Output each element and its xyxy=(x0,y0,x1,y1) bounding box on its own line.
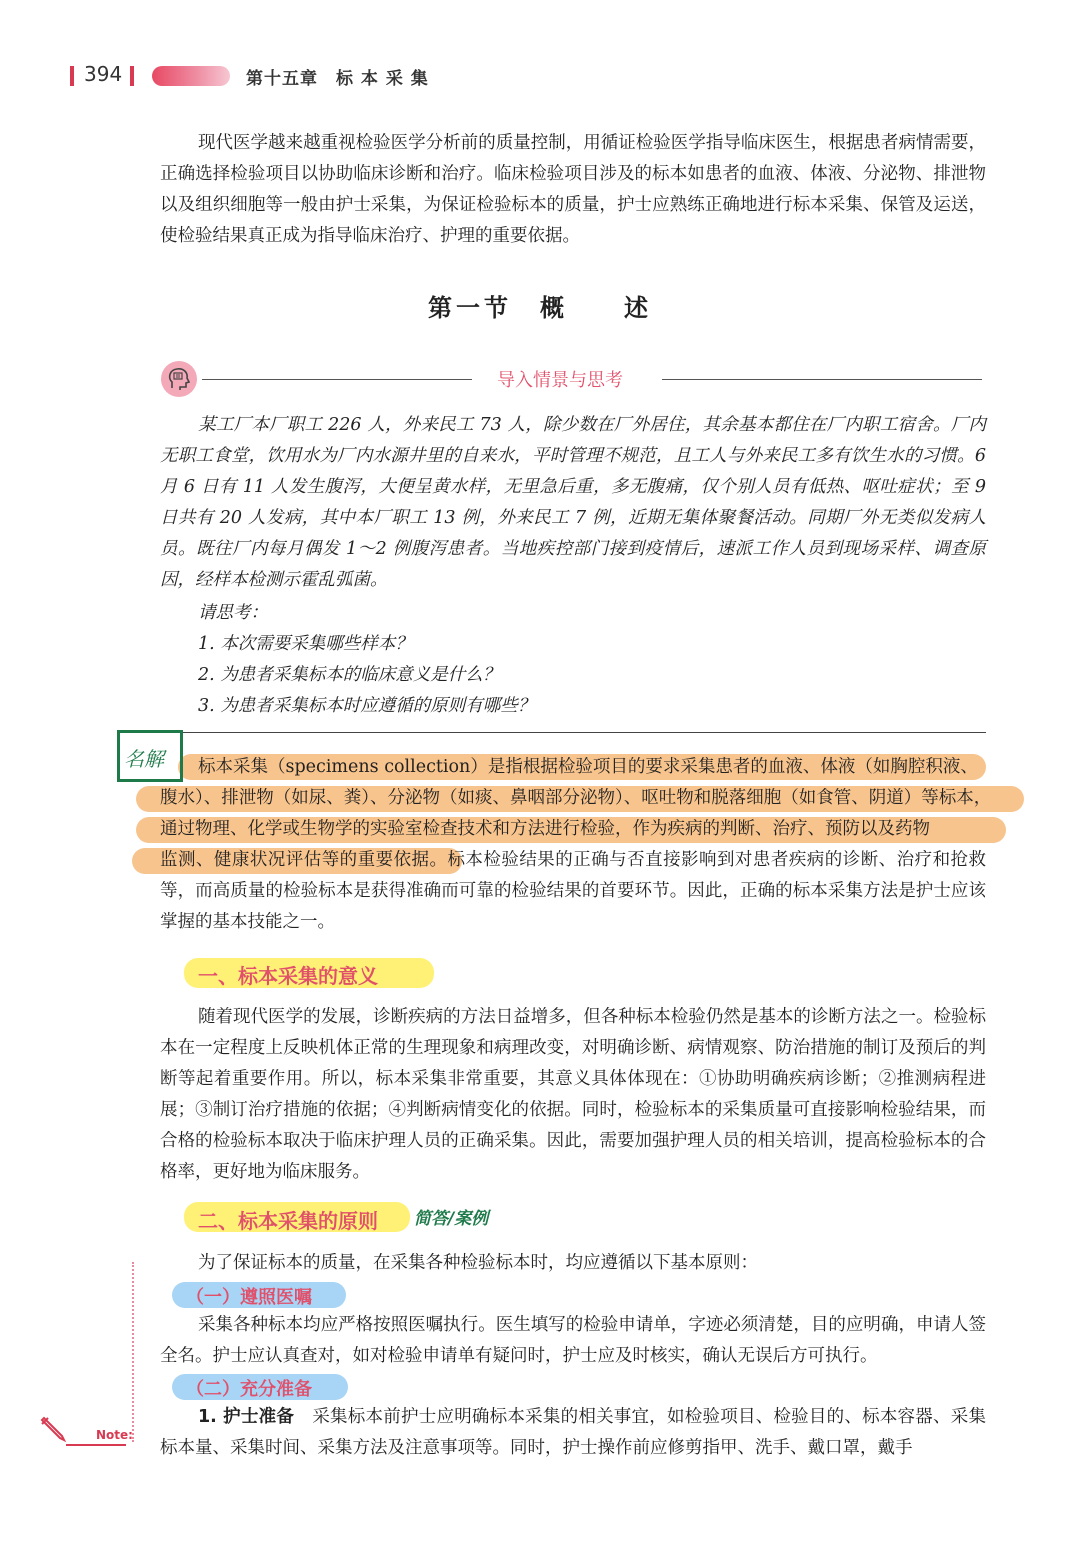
sub1-heading: （一）遵照医嘱 xyxy=(186,1287,312,1308)
question-item: 2. 为患者采集标本的临床意义是什么？ xyxy=(198,665,501,685)
part1-paragraph xyxy=(160,1002,986,1188)
header-pill-decoration xyxy=(152,66,230,86)
definition-line-2: 腹水）、排泄物（如尿、粪）、分泌物（如痰、鼻咽部分泌物）、呕吐物和脱落细胞（如食管、阴道）等标本， xyxy=(160,788,992,808)
sub1-paragraph xyxy=(160,1310,986,1372)
chapter-title: 第十五章 标 本 采 集 xyxy=(246,69,429,89)
handwritten-principle-mark: 简答/案例 xyxy=(414,1209,489,1229)
margin-dotted-rule xyxy=(132,1262,134,1442)
think-label: 请思考： xyxy=(198,603,268,623)
definition-line-3: 通过物理、化学或生物学的实验室检查技术和方法进行检验，作为疾病的判断、治疗、预防以及药物 xyxy=(160,819,930,839)
intro-paragraph xyxy=(160,128,986,252)
header-bar-left xyxy=(70,66,74,86)
scenario-title: 导入情景与思考 xyxy=(497,370,623,391)
definition-rest xyxy=(160,845,986,938)
header-bar-divider xyxy=(130,66,134,86)
section-title: 第一节 概 述 xyxy=(428,294,652,322)
definition-line-4: 监测、健康状况评估等的重要依据。 xyxy=(160,850,448,870)
sub2-paragraph xyxy=(160,1402,986,1464)
definition-rest-text: 标本检验结果的正确与否直接影响到对患者疾病的诊断、治疗和抢救等，而高质量的检验标本是获得准确而可靠的检验结果的首要环节。因此，正确的标本采集方法是护士应该掌握的基本技能之一。 xyxy=(160,850,986,932)
thinking-head-icon xyxy=(160,360,198,398)
scenario-divider-right xyxy=(662,379,982,380)
sub2-item-text: 采集标本前护士应明确标本采集的相关事宜，如检验项目、检验目的、标本容器、采集标本量、采集时间、采集方法及注意事项等。同时，护士操作前应修剪指甲、洗手、戴口罩，戴手 xyxy=(160,1407,986,1458)
question-item: 3. 为患者采集标本时应遵循的原则有哪些？ xyxy=(198,696,536,716)
scenario-divider-left xyxy=(202,379,472,380)
question-item: 1. 本次需要采集哪些样本？ xyxy=(198,634,413,654)
part1-text: 随着现代医学的发展，诊断疾病的方法日益增多，但各种标本检验仍然是基本的诊断方法之一。检验标本在一定程度上反映机体正常的生理现象和病理改变，对明确诊断、病情观察、防治措施的制订及预后的判断等起着重要作用。所以，标本采集非常重要，其意义具体体现在：①协助明确疾病诊断；②推测病程进展；③制订治疗措施的依据；④判断病情变化的依据。同时，检验标本的采集质量可直接影响检验结果，而合格的检验标本取决于临床护理人员的正确采集。因此，需要加强护理人员的相关培训，提高检验标本的合格率，更好地为临床服务。 xyxy=(160,1007,986,1182)
sub1-text: 采集各种标本均应严格按照医嘱执行。医生填写的检验申请单，字迹必须清楚，目的应明确，申请人签全名。护士应认真查对，如对检验申请单有疑问时，护士应及时核实，确认无误后方可执行。 xyxy=(160,1315,986,1366)
pencil-icon xyxy=(38,1414,68,1444)
note-rule xyxy=(66,1444,126,1446)
note-label: Note: xyxy=(96,1428,133,1442)
sub2-item-label: 1. 护士准备 xyxy=(198,1407,295,1427)
handwritten-definition-mark: 名解 xyxy=(117,730,183,782)
intro-text: 现代医学越来越重视检验医学分析前的质量控制，用循证检验医学指导临床医生，根据患者病情需要，正确选择检验项目以协助临床诊断和治疗。临床检验项目涉及的标本如患者的血液、体液、分泌物、排泄物以及组织细胞等一般由护士采集，为保证检验标本的质量，护士应熟练正确地进行标本采集、保管及运送，使检验结果真正成为指导临床治疗、护理的重要依据。 xyxy=(160,133,986,246)
part1-heading: 一、标本采集的意义 xyxy=(198,964,378,988)
page-number: 394 xyxy=(84,62,123,86)
part2-intro: 为了保证标本的质量，在采集各种检验标本时，均应遵循以下基本原则： xyxy=(198,1253,758,1273)
sub2-heading: （二）充分准备 xyxy=(186,1379,312,1400)
case-text-body: 某工厂本厂职工 226 人，外来民工 73 人，除少数在厂外居住，其余基本都住在厂内职工宿舍。厂内无职工食堂，饮用水为厂内水源井里的自来水，平时管理不规范，且工人与外来民工多有饮生水的习惯。6 月 6 日有 11 人发生腹泻，大便呈黄水样，无里急后重，多无腹痛，仅个别人员有低热、呕吐症状；至 9 日共有 20 人发病，其中本厂职工 13 例，外来民工 7 例，近期无集体聚餐活动。同期厂外无类似发病人员。既往厂内每月偶发 1～2 例腹泻患者。当地疾控部门接到疫情后，速派工作人员到现场采样、调查原因，经样本检测示霍乱弧菌。 xyxy=(160,415,986,590)
definition-line-1: 标本采集（specimens collection）是指根据检验项目的要求采集患者的血液、体液（如胸腔积液、 xyxy=(198,757,978,777)
part2-heading: 二、标本采集的原则 xyxy=(198,1209,378,1233)
case-text xyxy=(160,410,986,596)
scenario-end-rule xyxy=(160,732,986,733)
